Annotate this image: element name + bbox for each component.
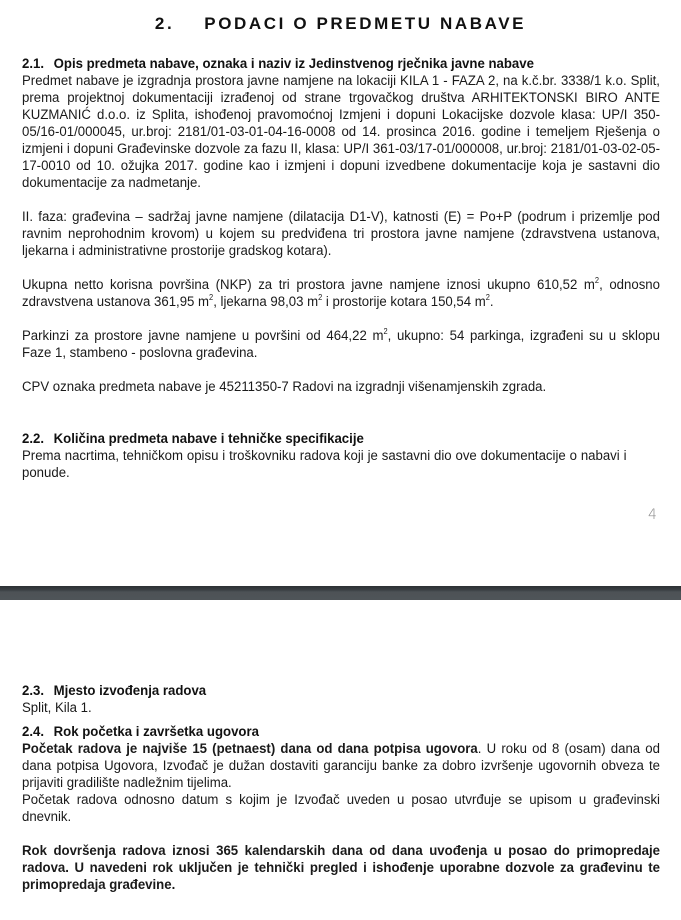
section-number: 2.3.: [22, 683, 45, 699]
section-2-4: [22, 724, 660, 894]
section-heading: [22, 56, 615, 73]
chapter-title: PODACI O PREDMETU NABAVE: [204, 14, 527, 33]
section-title: Rok početka i završetka ugovora: [53, 724, 259, 740]
section-title: Količina predmeta nabave i tehničke specifikacije: [53, 431, 364, 447]
paragraph-parking: Parkinzi za prostore javne namjene u površini od 464,22 $m^2$, ukupno: 54 parkinga, izgrađeni su u sklopu Faze 1, stambeno - poslovna građevina.: [22, 327, 660, 361]
page-number: 4: [648, 507, 657, 523]
section-2-1: [22, 56, 660, 396]
section-heading: [22, 431, 615, 448]
paragraph-start-date: Početak radova odnosno datum s kojim je Izvođač uveden u posao utvrđuje se upisom u građevinski dnevnik.: [22, 792, 660, 825]
section-title: Opis predmeta nabave, oznaka i naziv iz Jedinstvenog rječnika javne nabave: [53, 56, 534, 72]
chapter-number: 2.: [154, 14, 175, 33]
section-2-2: [22, 431, 660, 482]
section-number: 2.2.: [22, 431, 45, 447]
section-2-3: [22, 683, 660, 717]
page-separator: [0, 586, 681, 600]
section-heading: [22, 724, 615, 741]
chapter-heading: [0, 14, 681, 34]
paragraph-quantity: Prema nacrtima, tehničkom opisu i troškovniku radova koji je sastavni dio ove dokumentacije o nabavi i ponude.: [22, 448, 627, 481]
paragraph-net-area: Ukupna netto korisna površina (NKP) za tri prostora javne namjene iznosi ukupno 610,52 $m^2$, odnosno zdravstvena ustanova 361,95 $m^2$, ljekarna 98,03 $m^2$ i prostorije kotara 150,54 $m^2$.: [22, 276, 660, 310]
paragraph-location: Split, Kila 1.: [22, 700, 92, 716]
section-title: Mjesto izvođenja radova: [53, 683, 207, 699]
section-heading: [22, 683, 615, 700]
document-page-5: [0, 600, 681, 920]
paragraph-description: Predmet nabave je izgradnja prostora javne namjene na lokaciji KILA 1 - FAZA 2, na k.č.br. 3338/1 k.o. Split, prema projektnoj dokumentaciji izrađenoj od strane trgovačkog društva ARHITEKTONSKI BIRO ANTE KUZMANIĆ d.o.o. iz Splita, ishođenoj pravomoćnoj Izmjeni i dopuni Lokacijske dozvole klasa: UP/I 350-05/16-01/000045, ur.broj: 2181/01-03-01-04-16-0008 od 14. prosinca 2016. godine i temeljem Rješenja o izmjeni i dopuni Građevinske dozvole za fazu II, klasa: UP/I 361-03/17-01/000008, ur.broj: 2181/01-03-02-05-17-0010 od 10. ožujka 2017. godine kao i izmjeni i dopuni izvedbene dokumentacije koja je sastavni dio dokumentacije za nadmetanje.: [22, 73, 660, 191]
section-number: 2.1.: [22, 56, 45, 72]
section-number: 2.4.: [22, 724, 45, 740]
paragraph-cpv: CPV oznaka predmeta nabave je 45211350-7 Radovi na izgradnji višenamjenskih zgrada.: [22, 379, 547, 395]
paragraph-completion-deadline: Rok dovršenja radova iznosi 365 kalendarskih dana od dana uvođenja u posao do primopredaje radova. U navedeni rok uključen je tehnički pregled i ishođenje uporabne dozvole za građevinu te primopredaja građevine.: [22, 843, 660, 893]
paragraph-start: Početak radova je najviše 15 (petnaest) dana od dana potpisa ugovora. U roku od 8 (osam) dana od dana potpisa Ugovora, Izvođač je dužan dostaviti garanciju banke za dobro izvršenje ugovornih obveza te prijaviti gradilište nadležnim tijelima.: [22, 741, 660, 791]
paragraph-phase-two: II. faza: građevina – sadržaj javne namjene (dilatacija D1-V), katnosti (E) = Po+P (podrum i prizemlje pod ravnim neprohodnim krovom) u kojem su predviđena tri prostora javne namjene (zdravstvena ustanova, ljekarna i administrativne prostorije gradskog kotara).: [22, 209, 660, 259]
